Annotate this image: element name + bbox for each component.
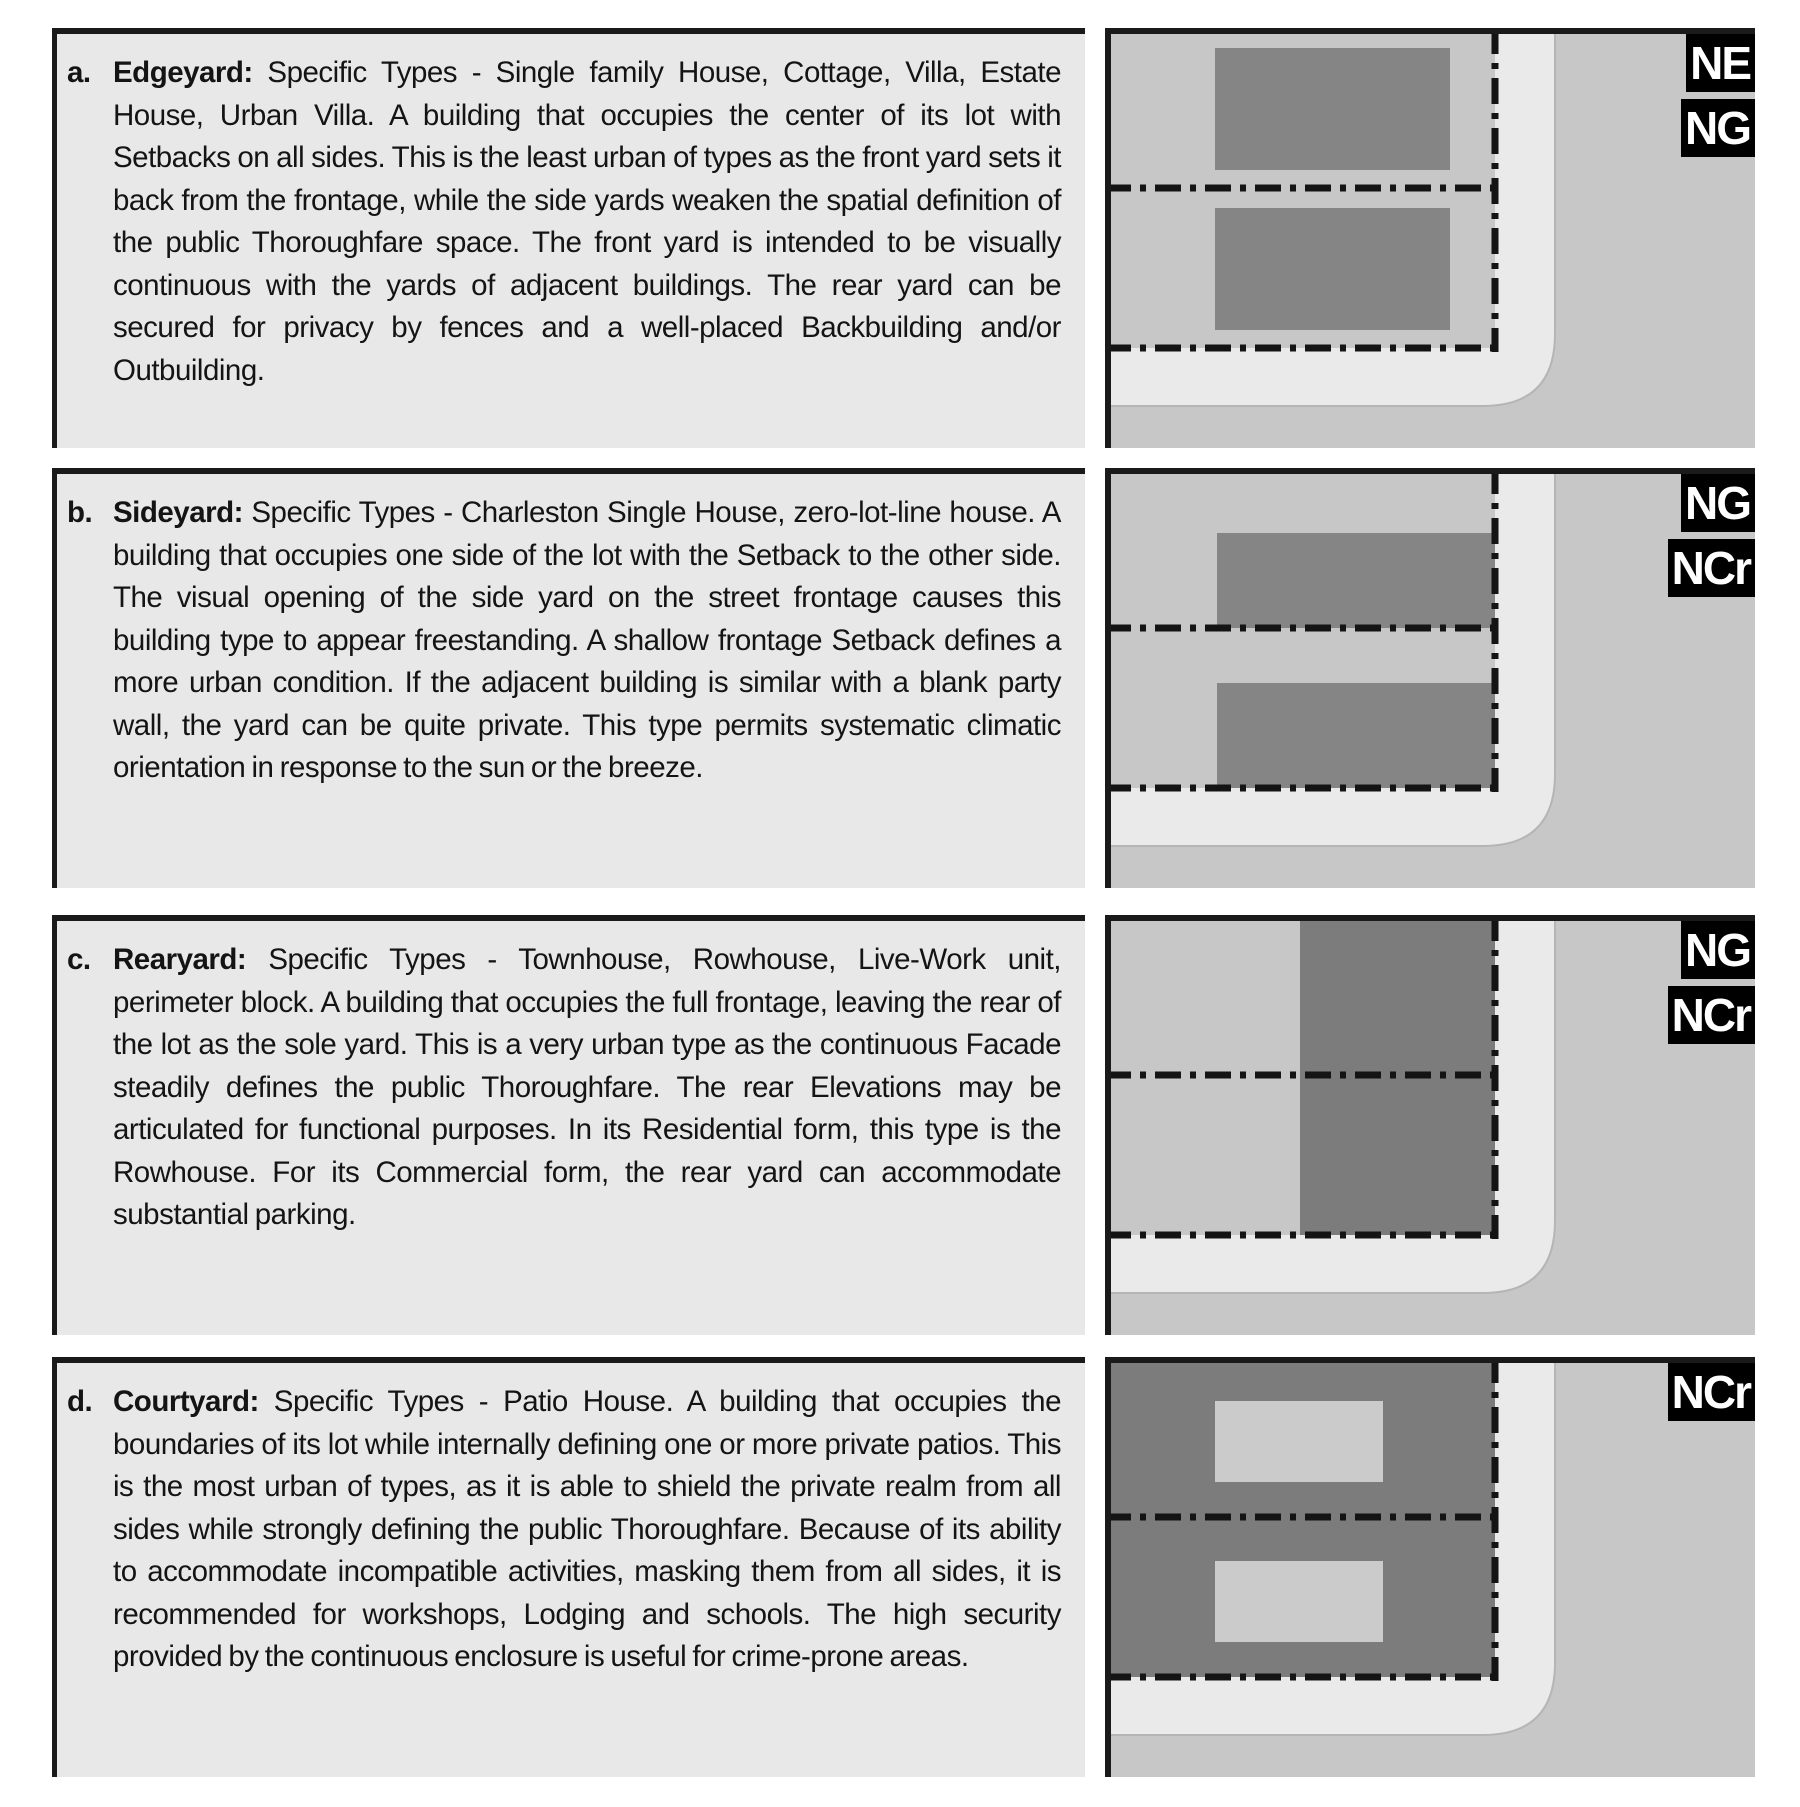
building-type-description-c xyxy=(57,921,1085,1237)
zone-label: NE xyxy=(1686,34,1755,92)
edgeyard-lot-diagram xyxy=(1105,28,1755,448)
building-type-name-a: Edgeyard: xyxy=(113,56,253,89)
zone-label: NCr xyxy=(1668,1363,1755,1421)
building-type-name-b: Sideyard: xyxy=(113,496,243,529)
building-footprint xyxy=(1217,533,1495,628)
description-panel-d xyxy=(52,1357,1085,1777)
diagram-top-border xyxy=(1105,1357,1755,1363)
building-footprint xyxy=(1215,48,1450,170)
description-panel-b xyxy=(52,468,1085,888)
diagram-top-border xyxy=(1105,468,1755,474)
description-panel-a xyxy=(52,28,1085,448)
rearyard-lot-diagram xyxy=(1105,915,1755,1335)
diagram-panel-d xyxy=(1105,1357,1755,1777)
section-c-rearyard xyxy=(0,915,1800,1335)
diagram-left-border xyxy=(1105,468,1111,888)
building-type-description-d xyxy=(57,1363,1085,1679)
diagram-panel-a xyxy=(1105,28,1755,448)
patio-courtyard xyxy=(1215,1561,1383,1642)
zone-label-column xyxy=(1668,921,1755,1044)
diagram-top-border xyxy=(1105,915,1755,921)
description-text-a: Specific Types - Single family House, Cottage, Villa, Estate House, Urban Villa. A building that occupies the center of its lot with Setbacks on all sides. This is the least urban of types as the front yard sets it back from the frontage, while the side yards weaken the spatial definition of the public Thoroughfare space. The front yard is intended to be visually continuous with the yards of adjacent buildings. The rear yard can be secured for privacy by fences and a well-placed Backbuilding and/or Outbuilding. xyxy=(113,56,1061,387)
patio-courtyard xyxy=(1215,1401,1383,1482)
description-text-c: Specific Types - Townhouse, Rowhouse, Live-Work unit, perimeter block. A building that occupies the full frontage, leaving the rear of the lot as the sole yard. This is a very urban type as the continuous Facade steadily defines the public Thoroughfare. The rear Elevations may be articulated for functional purposes. In its Residential form, this type is the Rowhouse. For its Commercial form, the rear yard can accommodate substantial parking. xyxy=(113,943,1061,1231)
diagram-panel-c xyxy=(1105,915,1755,1335)
item-letter-c: c. xyxy=(67,943,91,976)
section-a-edgeyard xyxy=(0,28,1800,448)
building-type-description-a xyxy=(57,34,1085,392)
item-letter-d: d. xyxy=(67,1385,93,1418)
building-footprint xyxy=(1217,683,1495,788)
description-panel-c xyxy=(52,915,1085,1335)
zone-label: NG xyxy=(1681,474,1755,532)
description-text-b: Specific Types - Charleston Single House, zero-lot-line house. A building that occupies one side of the lot with the Setback to the other side. The visual opening of the side yard on the street frontage causes this building type to appear freestanding. A shallow frontage Setback defines a more urban condition. If the adjacent building is similar with a blank party wall, the yard can be quite private. This type permits systematic climatic orientation in response to the sun or the breeze. xyxy=(113,496,1061,784)
item-letter-a: a. xyxy=(67,56,91,89)
building-footprint xyxy=(1215,208,1450,330)
zone-label: NG xyxy=(1681,99,1755,157)
diagram-left-border xyxy=(1105,915,1111,1335)
zone-label: NCr xyxy=(1668,986,1755,1044)
diagram-left-border xyxy=(1105,1357,1111,1777)
zone-label-column xyxy=(1668,474,1755,597)
courtyard-lot-diagram xyxy=(1105,1357,1755,1777)
section-b-sideyard xyxy=(0,468,1800,888)
zone-label: NCr xyxy=(1668,539,1755,597)
zone-label: NG xyxy=(1681,921,1755,979)
zone-label-column xyxy=(1681,34,1755,157)
sideyard-lot-diagram xyxy=(1105,468,1755,888)
section-d-courtyard xyxy=(0,1357,1800,1777)
item-letter-b: b. xyxy=(67,496,93,529)
building-type-name-d: Courtyard: xyxy=(113,1385,259,1418)
diagram-top-border xyxy=(1105,28,1755,34)
description-text-d: Specific Types - Patio House. A building that occupies the boundaries of its lot while internally defining one or more private patios. This is the most urban of types, as it is able to shield the private realm from all sides while strongly defining the public Thoroughfare. Because of its ability to accommodate incompatible activities, masking them from all sides, it is recommended for workshops, Lodging and schools. The high security provided by the continuous enclosure is useful for crime-prone areas. xyxy=(113,1385,1061,1673)
zone-label-column xyxy=(1668,1363,1755,1421)
diagram-panel-b xyxy=(1105,468,1755,888)
building-type-name-c: Rearyard: xyxy=(113,943,247,976)
diagram-left-border xyxy=(1105,28,1111,448)
building-type-description-b xyxy=(57,474,1085,790)
